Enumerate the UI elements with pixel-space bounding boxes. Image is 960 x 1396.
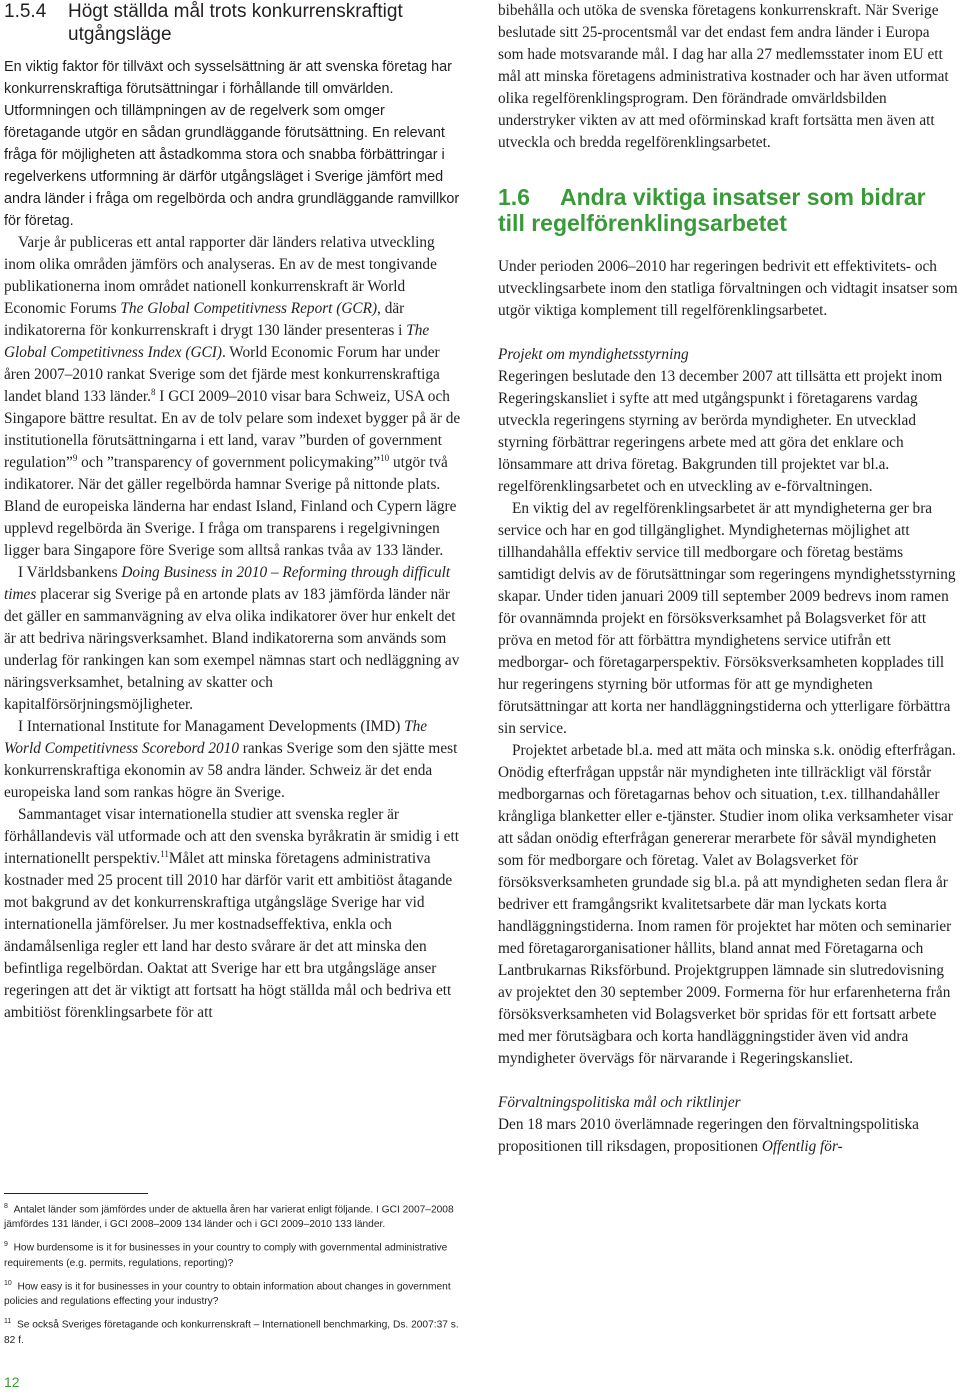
footnote-ref-8[interactable]: 8	[150, 386, 156, 397]
body-paragraph-2	[4, 562, 464, 716]
subheading-forvaltningspolitik: Förvaltningspolitiska mål och riktlinjer	[498, 1094, 741, 1111]
s2-italic: Offentlig för-	[761, 1138, 843, 1155]
p1-text-e: och ”transparency of government policymaking”	[77, 454, 381, 471]
body-paragraph-3	[4, 716, 464, 804]
p1-italic-gcr: The Global Competitivness Report (GCR)	[120, 300, 378, 317]
lead-text-2: En relevant fråga för möjligheten att åstadkomma stora och snabba förbättringar i regelverkens utformning är därför utgångsläget i Sverige jämfört med andra länder i fråga om regelbörda och andra grundläggande ramvillkor för företag.	[4, 125, 460, 229]
footnote-9	[4, 1237, 466, 1270]
footnotes	[4, 1199, 466, 1353]
footnote-text: Antalet länder som jämfördes under de aktuella åren har varierat enligt följande. I GCI 2007–2008 jämfördes 131 länder, i GCI 2008–2009 134 länder och i GCI 2009–2010 133 länder.	[4, 1204, 454, 1231]
footnote-number: 11	[4, 1318, 12, 1326]
footnote-number: 10	[4, 1279, 12, 1287]
p1-text-c: . World Economic Forum har under åren 2007–2010 rankat Sverige som det fjärde mest konkurrenskraftiga landet bland 133 länder.	[4, 344, 440, 405]
heading-line1: Andra viktiga insatser som bidrar	[560, 184, 926, 210]
body-paragraph-1	[4, 232, 464, 562]
footnote-number: 9	[4, 1241, 8, 1249]
p1-text-b: , där indikatorerna för konkurrenskraft i drygt 130 länder presenteras i	[4, 300, 407, 339]
footnote-divider	[4, 1193, 148, 1194]
p1-italic-gci: The Global Competitivness Index (GCI)	[4, 322, 430, 361]
heading-1-6	[498, 184, 958, 236]
s2-paragraph-1	[498, 1114, 958, 1158]
section-number: 1.5.4	[4, 1, 47, 22]
s1-paragraph-3: Projektet arbetade bl.a. med att mäta och minska s.k. onödig efterfrågan. Onödig efterfrågan uppstår när myndigheten inte tillräckligt väl förstår medborgarnas och företagarnas behov och situation, t.ex. tillhandahåller krångliga blanketter eller e-tjänster. Studier inom olika verksamheter visar att sådan onödig efterfrågan genererar merarbete för såväl myndigheten som för medborgare och företag. Valet av Bolagsverket för försöksverksamheten grundade sig bl.a. på att myndigheten sedan flera år bedriver ett framgångsrikt kvalitetsarbete där man lyckats korta handläggningstiderna. Inom ramen för projektet har möten och seminarier med företagarorganisationer hållits, bland annat med Företagarna och Lantbrukarnas Riksförbund. Projektgruppen lämnade sin slutredovisning av projektet den 30 september 2009. Formerna för hur erfarenheterna från försöksverksamheten vid Bolagsverket bör spridas för ett fortsatt arbete med mer förutsägbara och korta handläggningstider även vid andra myndigheter övervägs för närvarande i Regeringskansliet.	[498, 742, 956, 1067]
p2-text-a: I Världsbankens	[18, 564, 122, 581]
footnote-text: How easy is it for businesses in your country to obtain information about changes in government policies and regulations effecting your industry?	[4, 1281, 451, 1308]
s2-text: Den 18 mars 2010 överlämnade regeringen den förvaltningspolitiska propositionen till riksdagen, propositionen	[498, 1116, 919, 1155]
page-number: 12	[4, 1374, 20, 1390]
p4-text-b: Målet att minska företagens administrativa kostnader med 25 procent till 2010 har därför varit ett ambitiöst åtagande mot bakgrund av det konkurrenskraftiga utgångsläge Sverige har vid internationella jämförelser. Ju mer kostnadseffektiva, enkla och ändamålsenliga regler ett land har desto svårare är det att minska den befintliga regelbördan. Oaktat att Sverige har ett bra utgångsläge anser regeringen att det är viktigt att fortsatt ha högt ställda mål och bedriva ett ambitiöst förenklingsarbete för att	[4, 850, 453, 1021]
s1-paragraph-2: En viktig del av regelförenklingsarbetet är att myndigheterna ger bra service och har en god tillgänglighet. Myndigheternas möjlighet att tillhandahålla effektiv service till medborgare och företag bestäms samtidigt delvis av de förutsättningar som regeringens myndighetsstyrning skapar. Under tiden januari 2009 till september 2009 bedrevs inom ramen för ovannämnda projekt en försöksverksamhet på Bolagsverket för att pröva en metod för att förbättra myndighetens service utifrån ett medborgar- och företagarperspektiv. Försöksverksamheten kopplades till hur regeringens styrning bör utformas för att ge myndigheten förutsättningar att korta ner handläggningstiderna och ytterligare förbättra sin service.	[498, 500, 956, 737]
footnote-8	[4, 1199, 466, 1232]
right-column	[498, 0, 958, 1158]
continued-paragraph: bibehålla och utöka de svenska företagens konkurrenskraft. När Sverige beslutade sitt 25-procentsmål var det endast fem andra länder i Europa som hade motsvarande mål. I dag har alla 27 medlemsstater inom EU ett mål att minska företagens administrativa kostnader och har även utformat olika regelförenklingsprogram. Den förändrade omvärldsbilden understryker vikten av att med oförminskad kraft fortsätta men även att utveckla och bredda regelförenklingsarbetet.	[498, 2, 949, 151]
footnote-text: Se också Sveriges företagande och konkurrenskraft – Internationell benchmarking, Ds. 2007:37 s. 82 f.	[4, 1319, 459, 1346]
subheading-myndighetsstyrning: Projekt om myndighetsstyrning	[498, 346, 689, 363]
p4-text-a: Sammantaget visar internationella studier att svenska regler är förhållandevis väl utformade och att den svenska byråkratin är smidig i ett internationellt perspektiv.	[4, 806, 459, 867]
body-paragraph-4	[4, 804, 464, 1024]
heading-number: 1.6	[498, 184, 530, 210]
footnote-ref-11[interactable]: 11	[160, 848, 169, 859]
p2-italic-title: Doing Business in 2010 – Reforming through difficult times	[4, 564, 451, 603]
lead-text: En viktig faktor för tillväxt och sysselsättning är att svenska företag har konkurrenskraftiga förutsättningar i förhållande till omvärlden. Utformningen och tillämpningen av de regelverk som omger företagande utgör en sådan grundläggande förutsättning.	[4, 59, 452, 141]
p2-text-b: placerar sig Sverige på en artonde plats av 183 jämförda länder när det gäller en sammanvägning av elva olika indikatorer över hur enkelt det är att bedriva näringsverksamhet. Bland indikatorerna som används som underlag för rankingen kan som exempel nämnas start och nedläggning av näringsverksamhet, betalning av skatter och kapitalförsörjningsmöjligheter.	[4, 586, 460, 713]
p1-text-f: utgör två indikatorer. När det gäller regelbörda hamnar Sverige på nittonde plats. Bland de europeiska länderna har endast Island, Finland och Cypern lägre upplevd regelbörda än Sverige. I fråga om transparens i regelgivningen ligger bara Singapore före Sverige som alltså rankas tvåa av 133 länder.	[4, 454, 457, 559]
section-title-line2: utgångsläge	[68, 24, 172, 45]
p1-text-a: Varje år publiceras ett antal rapporter där länders relativa utveckling inom olika områden jämförs och analyseras. En av de mest tongivande publikationerna inom området nationell konkurrenskraft är World Economic Forums	[4, 234, 437, 317]
footnote-text: How burdensome is it for businesses in your country to comply with governmental administrative requirements (e.g. permits, regulations, reporting)?	[4, 1242, 448, 1269]
p3-text-a: I International Institute for Managament Developments (IMD)	[18, 718, 405, 735]
footnote-11	[4, 1314, 466, 1347]
footnote-ref-10[interactable]: 10	[380, 452, 390, 463]
s1-paragraph-1: Regeringen beslutade den 13 december 2007 att tillsätta ett projekt inom Regeringskansliet i syfte att med utgångspunkt i företagarens vardag utveckla regeringens styrning av berörda myndigheter. En utvecklad styrning förbättrar regeringens arbete med att göra det enklare och lönsammare att driva företag. Bakgrunden till projektet var bl.a. regelförenklingsarbetet och en utveckling av e-förvaltningen.	[498, 368, 943, 495]
section-heading	[4, 0, 464, 46]
footnote-number: 8	[4, 1203, 8, 1210]
footnote-ref-9[interactable]: 9	[72, 452, 78, 463]
p3-italic-title: The World Competitivness Scorebord 2010	[4, 718, 428, 757]
left-column	[4, 0, 464, 1024]
p3-text-b: rankas Sverige som den sjätte mest konkurrenskraftiga ekonomin av 58 andra länder. Schweiz är det enda europeiska land som rankas högre än Sverige.	[4, 740, 458, 801]
heading-line2: till regelförenklingsarbetet	[498, 210, 787, 236]
lead-paragraph	[4, 56, 464, 232]
section-title-line1: Högt ställda mål trots konkurrenskraftigt	[68, 1, 403, 22]
intro-paragraph: Under perioden 2006–2010 har regeringen bedrivit ett effektivitets- och utvecklingsarbete inom den statliga förvaltningen och vidtagit insatser som utgör viktiga komplement till regelförenklingsarbetet.	[498, 258, 958, 319]
footnote-10	[4, 1276, 466, 1309]
p1-text-d: I GCI 2009–2010 visar bara Schweiz, USA och Singapore bättre resultat. En av de tolv pelare som indexet bygger på är de institutionella förutsättningarna i ett land, varav ”burden of government regulation”	[4, 388, 461, 471]
